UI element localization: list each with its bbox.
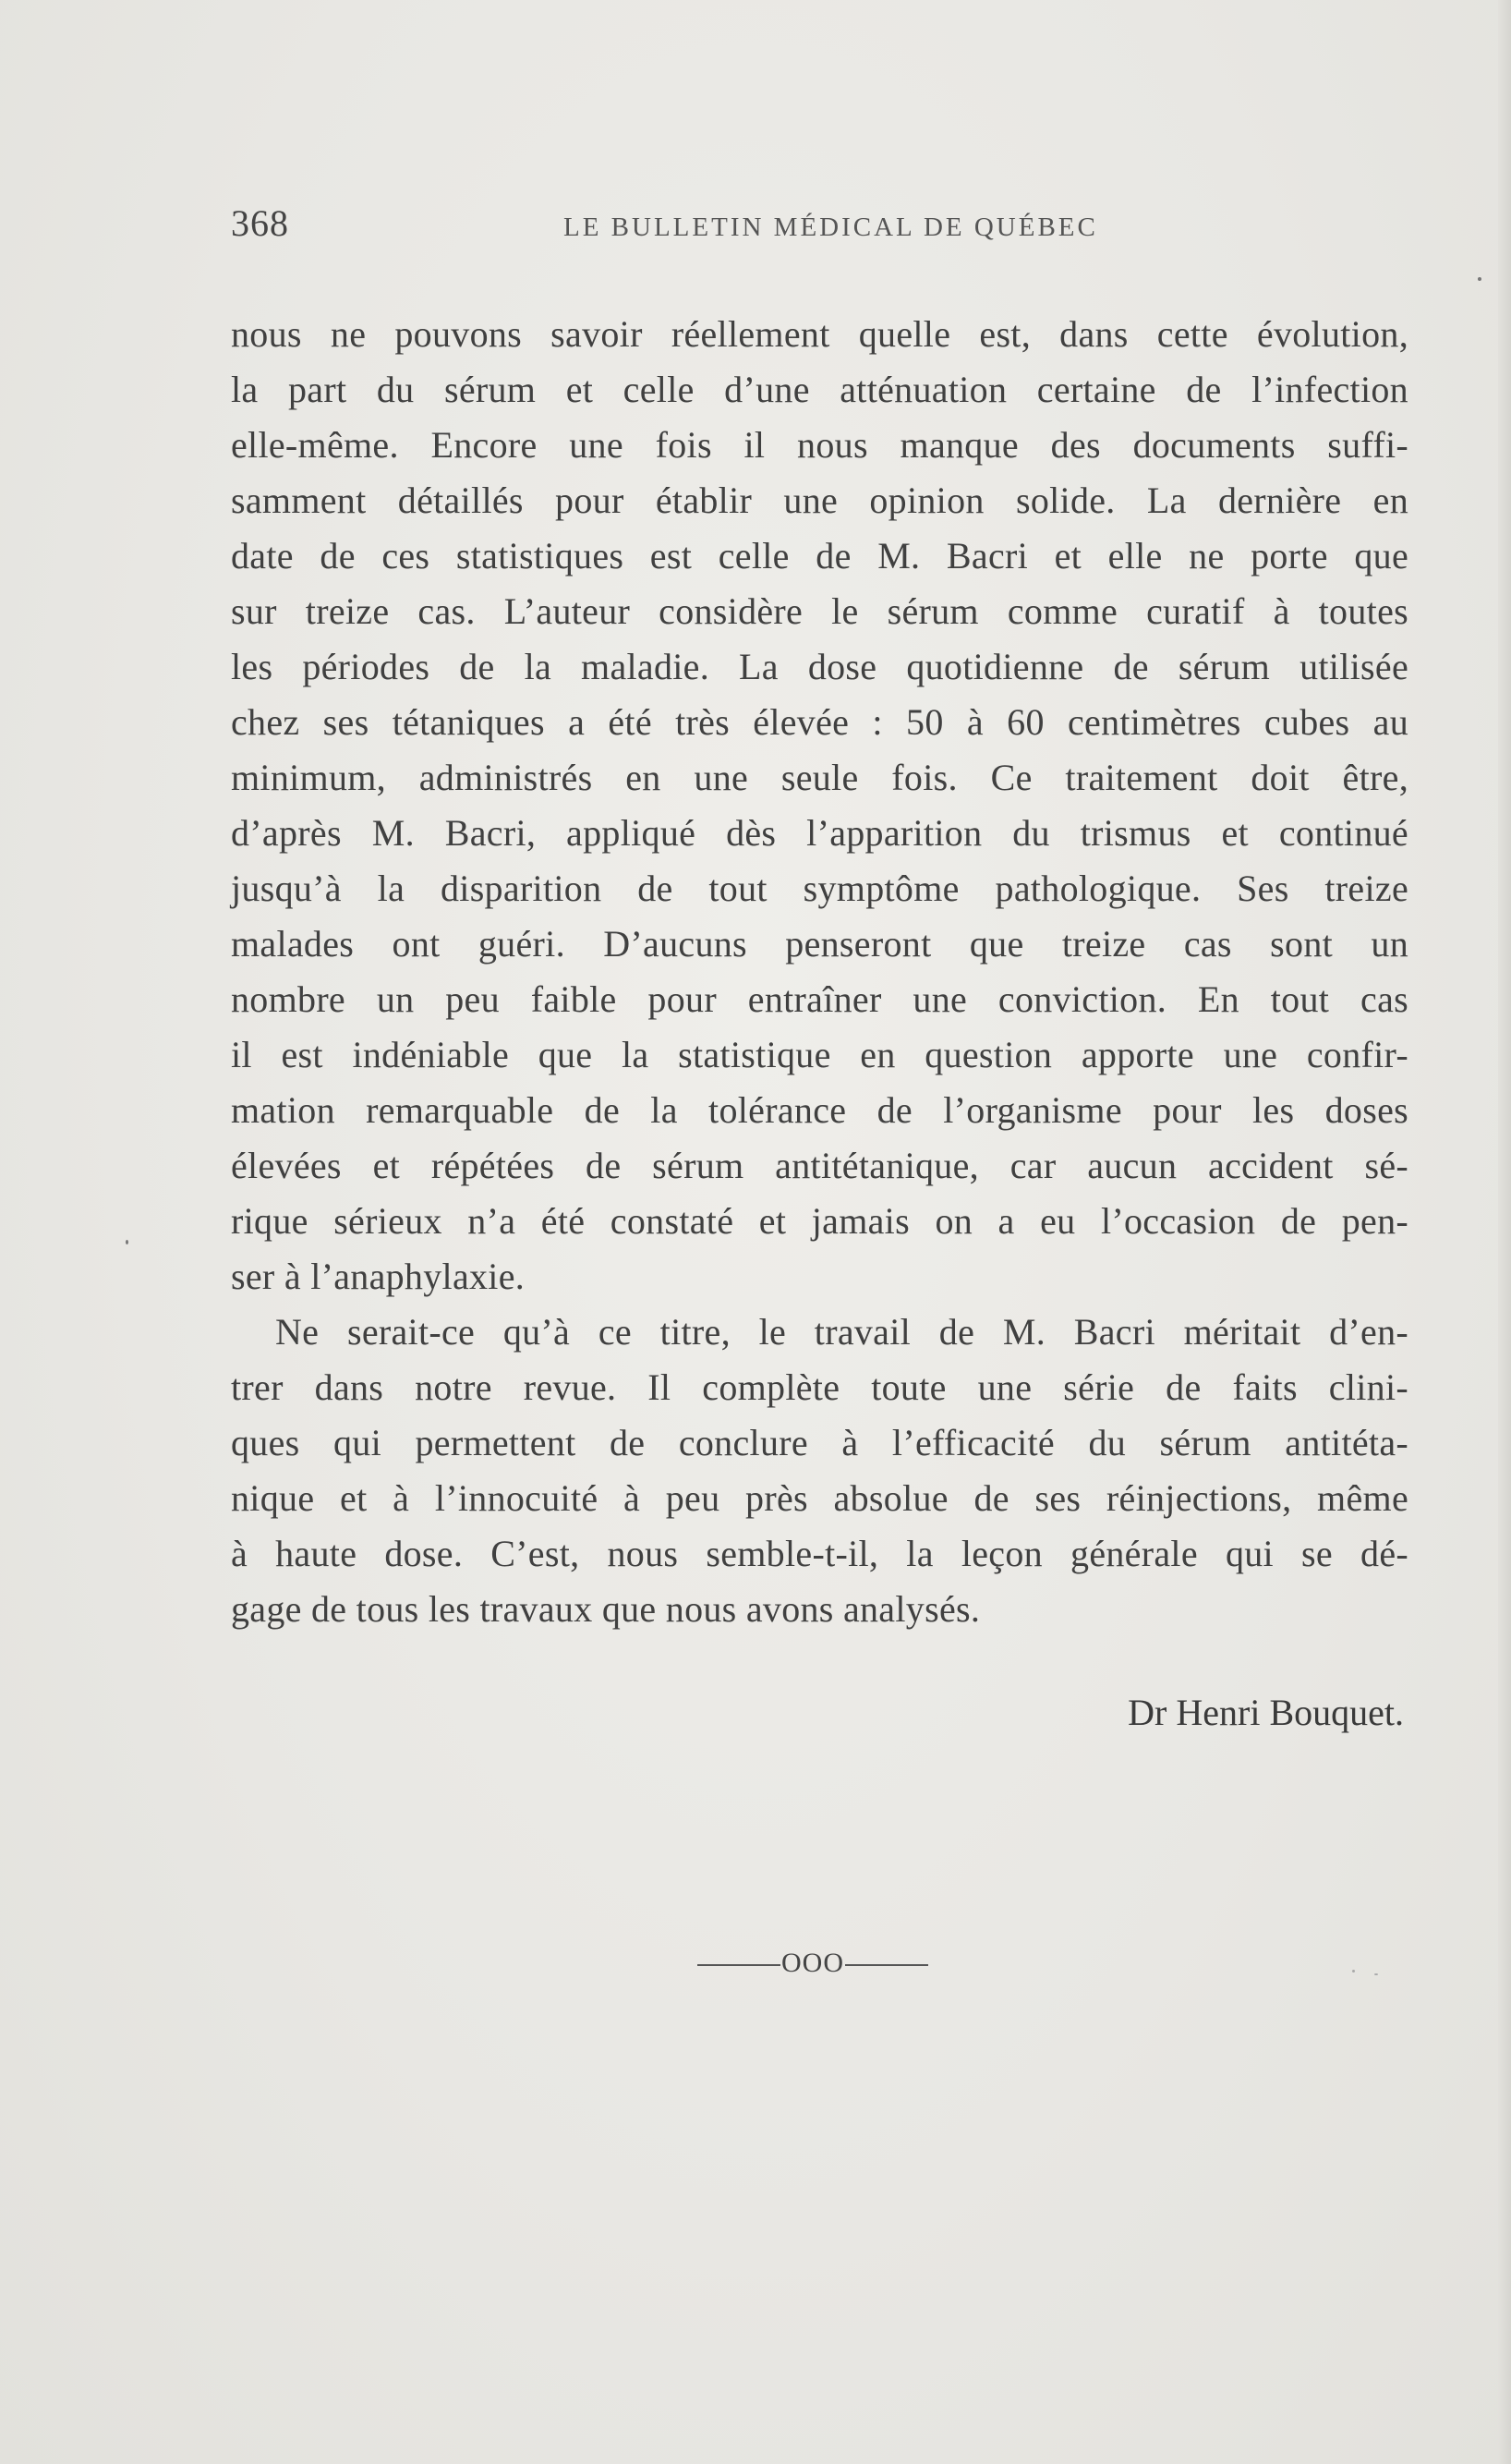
separator-rule-right [845,1964,928,1966]
page-number: 368 [231,202,289,244]
text-line: ques qui permettent de conclure à l’efficacité du sérum antitéta- [231,1422,1408,1463]
text-line: jusqu’à la disparition de tout symptôme pathologique. Ses treize [231,868,1408,909]
text-line: trer dans notre revue. Il complète toute une série de faits clini- [231,1366,1408,1408]
text-line: à haute dose. C’est, nous semble-t-il, la leçon générale qui se dé- [231,1533,1408,1574]
paragraph-end-line: gage de tous les travaux que nous avons analysés. [231,1588,981,1630]
paper-speck [1478,277,1481,281]
text-line: sur treize cas. L’auteur considère le sérum comme curatif à toutes [231,590,1408,632]
text-line: nique et à l’innocuité à peu près absolue de ses réinjections, même [231,1477,1408,1519]
paper-speck [1352,1970,1355,1972]
text-line: nombre un peu faible pour entraîner une conviction. En tout cas [231,978,1408,1020]
page-edge-shadow [1498,0,1511,2464]
text-line: elle-même. Encore une fois il nous manque des documents suffi- [231,424,1408,466]
paper-speck [126,1240,128,1244]
running-head: LE BULLETIN MÉDICAL DE QUÉBEC [563,212,1098,242]
text-line: date de ces statistiques est celle de M. Bacri et elle ne porte que [231,535,1408,577]
text-line: élevées et répétées de sérum antitétanique, car aucun accident sé- [231,1145,1408,1186]
text-line: malades ont guéri. D’aucuns penseront que treize cas sont un [231,923,1408,965]
paragraph-end-line: ser à l’anaphylaxie. [231,1256,526,1297]
text-line: minimum, administrés en une seule fois. Ce traitement doit être, [231,757,1408,798]
page-header [231,201,1210,257]
paper-speck [1374,1973,1378,1975]
separator-ornament: OOO [781,1948,844,1978]
text-line: d’après M. Bacri, appliqué dès l’apparition du trismus et continué [231,812,1408,854]
text-line: chez ses tétaniques a été très élevée : 50 à 60 centimètres cubes au [231,701,1408,743]
text-line: mation remarquable de la tolérance de l’organisme pour les doses [231,1089,1408,1131]
text-line: rique sérieux n’a été constaté et jamais on a eu l’occasion de pen- [231,1200,1408,1242]
author-signature: Dr Henri Bouquet. [1128,1692,1404,1733]
text-line: la part du sérum et celle d’une atténuation certaine de l’infection [231,369,1408,410]
section-separator [697,1946,928,1983]
body-text [231,307,1408,1637]
separator-rule-left [697,1964,780,1966]
text-line: samment détaillés pour établir une opinion solide. La dernière en [231,479,1408,521]
text-line: il est indéniable que la statistique en question apporte une confir- [231,1034,1408,1075]
text-line: nous ne pouvons savoir réellement quelle est, dans cette évolution, [231,313,1408,355]
text-line: les périodes de la maladie. La dose quotidienne de sérum utilisée [231,646,1408,687]
paragraph-start-line: Ne serait-ce qu’à ce titre, le travail de M. Bacri méritait d’en- [275,1311,1408,1353]
